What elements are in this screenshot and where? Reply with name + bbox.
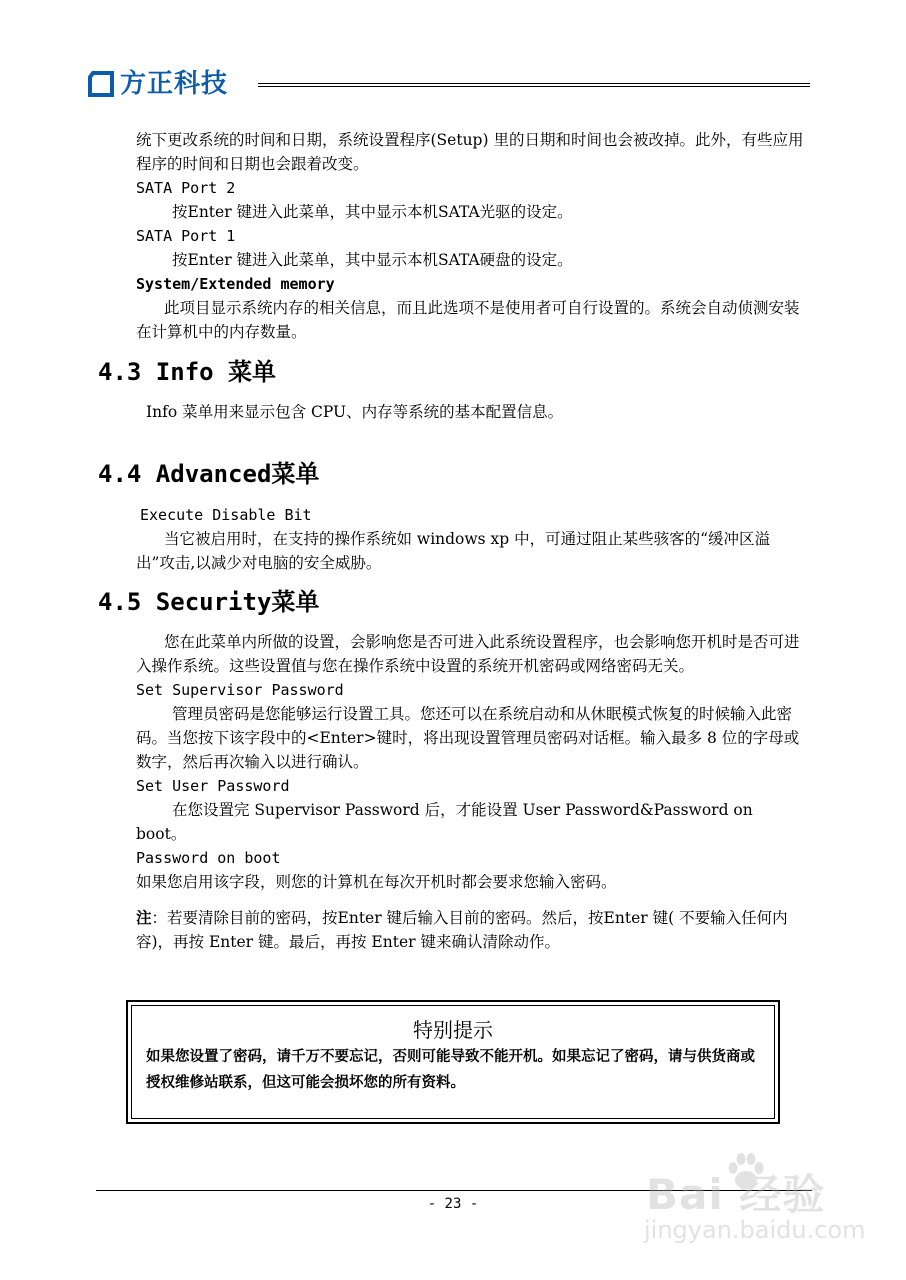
info-block: [146, 400, 816, 424]
item-title: System/Extended memory: [136, 275, 335, 293]
heading-text: 菜单: [271, 460, 320, 488]
paragraph: 统下更改系统的时间和日期，系统设置程序(Setup) 里的日期和时间也会被改掉。此外，有些应用程序的时间和日期也会跟着改变。: [136, 131, 804, 173]
heading-text: 菜单: [228, 358, 277, 386]
item-title: SATA Port 2: [136, 179, 236, 197]
heading-security: [98, 586, 319, 618]
heading-text: 菜单: [271, 588, 320, 616]
watermark-url: jingyan.baidu.com: [644, 1216, 866, 1244]
heading-info: [98, 356, 276, 388]
notice-box: [126, 1000, 780, 1124]
watermark-text: Bai 经验: [646, 1170, 826, 1219]
item-title: Execute Disable Bit: [140, 506, 312, 524]
item-desc: 在您设置完 Supervisor Password 后，才能设置 User Password&Password on boot。: [136, 801, 753, 843]
paw-icon: [724, 1150, 768, 1194]
note-label: 注: [136, 908, 152, 927]
item-desc: 此项目显示系统内存的相关信息，而且此选项不是使用者可自行设置的。系统会自动侦测安装在计算机中的内存数量。: [136, 299, 800, 341]
security-block: [136, 630, 806, 954]
note: [136, 906, 806, 954]
header-rule: [258, 83, 810, 87]
security-intro: 您在此菜单内所做的设置，会影响您是否可进入此系统设置程序，也会影响您开机时是否可进入操作系统。这些设置值与您在操作系统中设置的系统开机密码或网络密码无关。: [136, 633, 800, 675]
baidu-watermark: [640, 1148, 870, 1258]
heading-advanced: [98, 458, 319, 490]
item-title: Set Supervisor Password: [136, 681, 344, 699]
heading-number: 4.4 Advanced: [98, 460, 272, 488]
item-desc: 按Enter 键进入此菜单，其中显示本机SATA光驱的设定。: [172, 203, 573, 221]
item-title: Password on boot: [136, 849, 281, 867]
founder-logo-icon: [88, 71, 114, 97]
notice-body: 如果您设置了密码，请千万不要忘记，否则可能导致不能开机。如果忘记了密码，请与供货商或授权维修站联系，但这可能会损坏您的所有资料。: [146, 1049, 755, 1091]
item-title: SATA Port 1: [136, 227, 236, 245]
heading-number: 4.3 Info: [98, 358, 229, 386]
heading-number: 4.5 Security: [98, 588, 272, 616]
notice-inner-border: [131, 1005, 775, 1119]
note-text: ：若要清除目前的密码，按Enter 键后输入目前的密码。然后，按Enter 键( 不要输入任何内容)，再按 Enter 键。最后，再按 Enter 键来确认清除动作。: [136, 909, 788, 951]
page-header: [88, 66, 810, 102]
company-logo: [88, 66, 228, 102]
item-title: Set User Password: [136, 777, 290, 795]
item-desc: 管理员密码是您能够运行设置工具。您还可以在系统启动和从休眠模式恢复的时候输入此密码。当您按下该字段中的<Enter>键时，将出现设置管理员密码对话框。输入最多 8 位的字母或数字，然后再次输入以进行确认。: [136, 705, 800, 771]
notice-title: 特别提示: [413, 1018, 493, 1042]
logo-text: 方正科技: [120, 69, 229, 99]
item-desc: 按Enter 键进入此菜单，其中显示本机SATA硬盘的设定。: [172, 251, 573, 269]
item-desc: 当它被启用时，在支持的操作系统如 windows xp 中，可通过阻止某些骇客的“缓冲区溢出”攻击,以减少对电脑的安全威胁。: [136, 530, 771, 572]
info-desc: Info 菜单用来显示包含 CPU、内存等系统的基本配置信息。: [146, 403, 564, 421]
advanced-block: [136, 503, 806, 575]
section-continued: [136, 128, 806, 344]
page-number: - 23 -: [427, 1196, 479, 1212]
item-desc: 如果您启用该字段，则您的计算机在每次开机时都会要求您输入密码。: [136, 873, 617, 891]
